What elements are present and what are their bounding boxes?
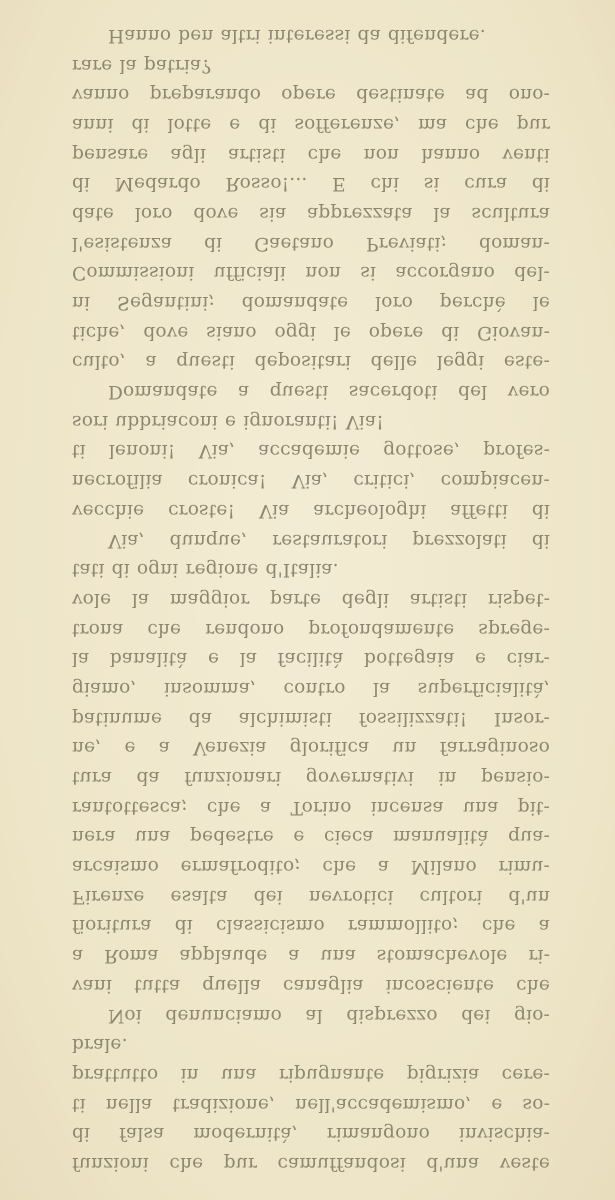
text-line: Hanno ben altri interessi da difendere. [108,24,486,46]
text-line: necrofilia cronica! Via, critici, compiacen- [72,470,550,492]
text-line: funzioni che pur camuffandosi d'una veste [72,1153,550,1174]
text-line: prattutto in una ripugnante pigrizia cere- [72,1063,550,1085]
text-line: giamo, insomma, contro la superficialità, [72,678,550,699]
text-line: Via, dunque, restauratori prezzolati di [108,529,550,551]
text-line: nera una pedestre e cieca manualità qua- [72,826,550,848]
text-line: arcaismo ermafrodito; che a Milano rimu- [72,856,550,878]
text-line: la banalità e la facilità bottegaia e ciar- [72,648,550,670]
text-line: culto, a questi depositari delle leggi este- [72,351,550,373]
text-line: tati di ogni regione d'Italia. [72,559,339,581]
text-line: patinume da alchimisti fossilizzati! Insor- [72,707,550,729]
text-line: di Medardo Rosso!... E chi si cura di [72,173,550,195]
text-line: vole la maggior parte degli artisti rispet- [72,588,550,610]
text-line: l'esistenza di Gaetano Previati; doman- [72,232,550,254]
text-line: Commissioni ufficiali non si accorgano del- [72,262,550,284]
text-line: rantottesca; che a Torino incensa una pit- [72,796,550,818]
text-line: di falsa modernità, rimangono invischia- [72,1123,550,1145]
text-line: ti lenoni! Via, accademie gottose, profes- [72,440,550,462]
text-line: vanno preparando opere destinate ad ono- [72,84,550,106]
text-line: tura da funzionari governativi in pensio- [72,767,550,789]
text-line: Domandate a questi sacerdoti del vero [108,381,550,403]
text-line: tiche, dove siano oggi le opere di Giovan- [72,321,550,343]
text-line: sori ubbriaconi e ignoranti! Via! [72,410,384,432]
text-line: ti nella tradizione, nell'accademismo, e so- [72,1093,550,1115]
text-line: Firenze esalta dei nevrotici cultori d'un [72,885,550,907]
text-line: Noi denunciamo al disprezzo dei gio- [108,1004,550,1026]
text-line: a Roma applaude a una stomachevole ri- [72,945,550,967]
text-line: pensare agli artisti che non hanno venti [72,143,550,165]
text-line: ne, e a Venezia glorifica un farraginoso [72,737,550,759]
text-line: ni Segantini; domandate loro perchè le [72,292,550,314]
text-line: vecchie croste! Via archeologhi affetti di [72,499,550,521]
text-line: anni di lotte e di sofferenze, ma che pur [72,113,550,135]
page-text [72,20,550,1178]
text-line: rare la patria? [72,54,212,76]
text-line: fioritura di classicismo rammollito; che a [72,915,550,937]
text-line: trona che rendono profondamente sprege- [72,618,550,640]
text-line: brale. [72,1034,128,1056]
text-line: date loro dove sia apprezzata la scultura [72,203,550,224]
text-line: vani tutta quella canaglia incosciente che [72,974,550,996]
